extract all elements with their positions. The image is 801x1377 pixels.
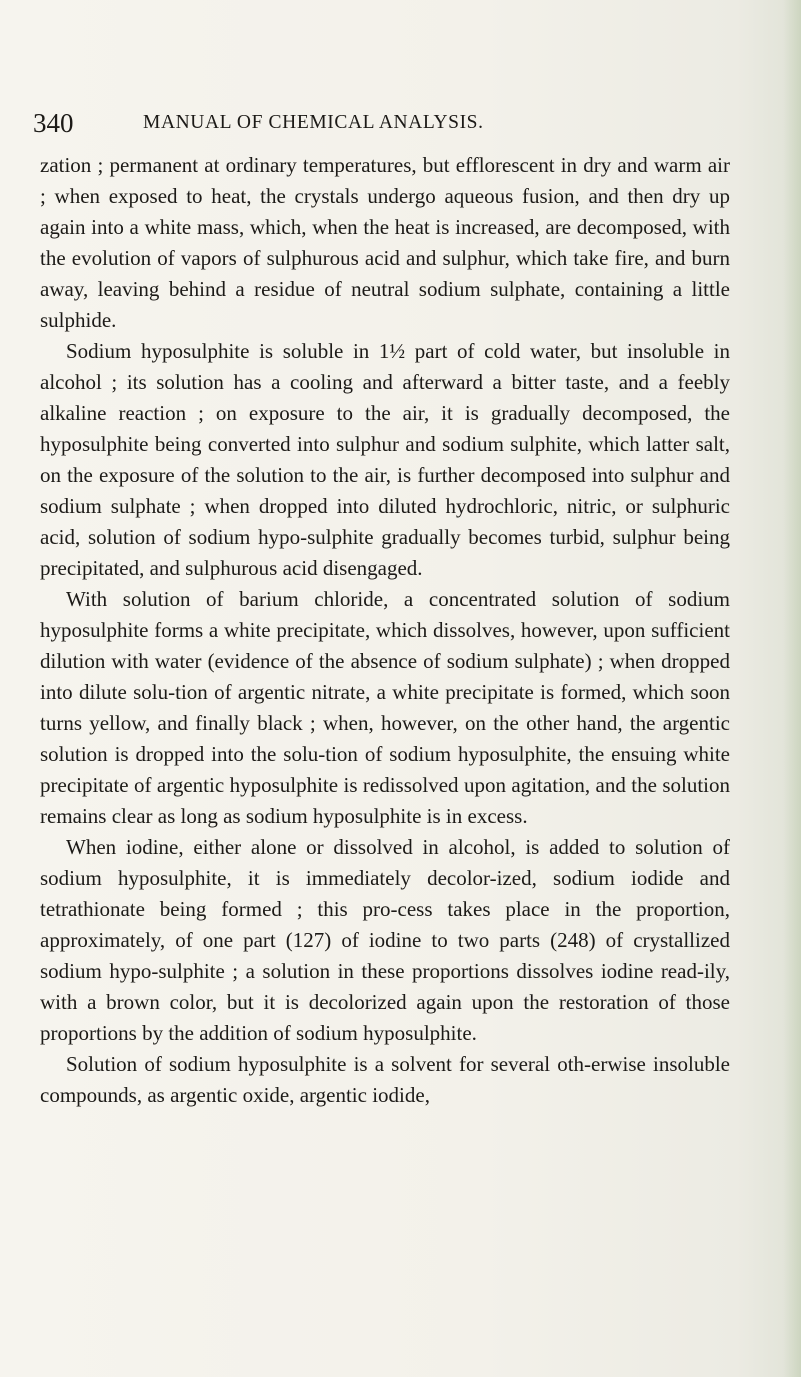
paragraph-barium-chloride: With solution of barium chloride, a concentrated solution of sodium hyposulphite forms a white precipitate, which dissolves, however, upon sufficient dilution with water (evidence of the absence of sodium sulphate) ; when dropped into dilute solu-tion of argentic nitrate, a white precipitate is formed, which soon turns yellow, and finally black ; when, however, on the other hand, the argentic solution is dropped into the solu-tion of sodium hyposulphite, the ensuing white precipitate of argentic hyposulphite is redissolved upon agitation, and the solution remains clear as long as sodium hyposulphite is in excess. bbox=[40, 587, 730, 828]
paragraph-iodine: When iodine, either alone or dissolved in alcohol, is added to solution of sodium hyposulphite, it is immediately decolor-ized, sodium iodide and tetrathionate being formed ; this pro-cess takes place in the proportion, approximately, of one part (127) of iodine to two parts (248) of crystallized sodium hypo-sulphite ; a solution in these proportions dissolves iodine read-ily, with a brown color, but it is decolorized again upon the restoration of those proportions by the addition of sodium hyposulphite. bbox=[40, 835, 730, 1045]
paragraph-continuation: zation ; permanent at ordinary temperatures, but efflorescent in dry and warm air ; when exposed to heat, the crystals undergo aqueous fusion, and then dry up again into a white mass, which, when the heat is increased, are decomposed, with the evolution of vapors of sulphurous acid and sulphur, which take fire, and burn away, leaving behind a residue of neutral sodium sulphate, containing a little sulphide. bbox=[40, 153, 730, 332]
paragraph-solubility: Sodium hyposulphite is soluble in 1½ part of cold water, but insoluble in alcohol ; its solution has a cooling and afterward a bitter taste, and a feebly alkaline reaction ; on exposure to the air, it is gradually decomposed, the hyposulphite being converted into sulphur and sodium sulphite, which latter salt, on the exposure of the solution to the air, is further decomposed into sulphur and sodium sulphate ; when dropped into diluted hydrochloric, nitric, or sulphuric acid, solution of sodium hypo-sulphite gradually becomes turbid, sulphur being precipitated, and sulphurous acid disengaged. bbox=[40, 339, 730, 580]
running-head: MANUAL OF CHEMICAL ANALYSIS. bbox=[143, 112, 484, 133]
page-header bbox=[33, 103, 733, 143]
paragraph-solvent: Solution of sodium hyposulphite is a solvent for several oth-erwise insoluble compounds, as argentic oxide, argentic iodide, bbox=[40, 1052, 730, 1107]
page-edge-shadow bbox=[783, 0, 801, 1377]
body-text bbox=[40, 150, 730, 1111]
page-number: 340 bbox=[33, 108, 74, 138]
